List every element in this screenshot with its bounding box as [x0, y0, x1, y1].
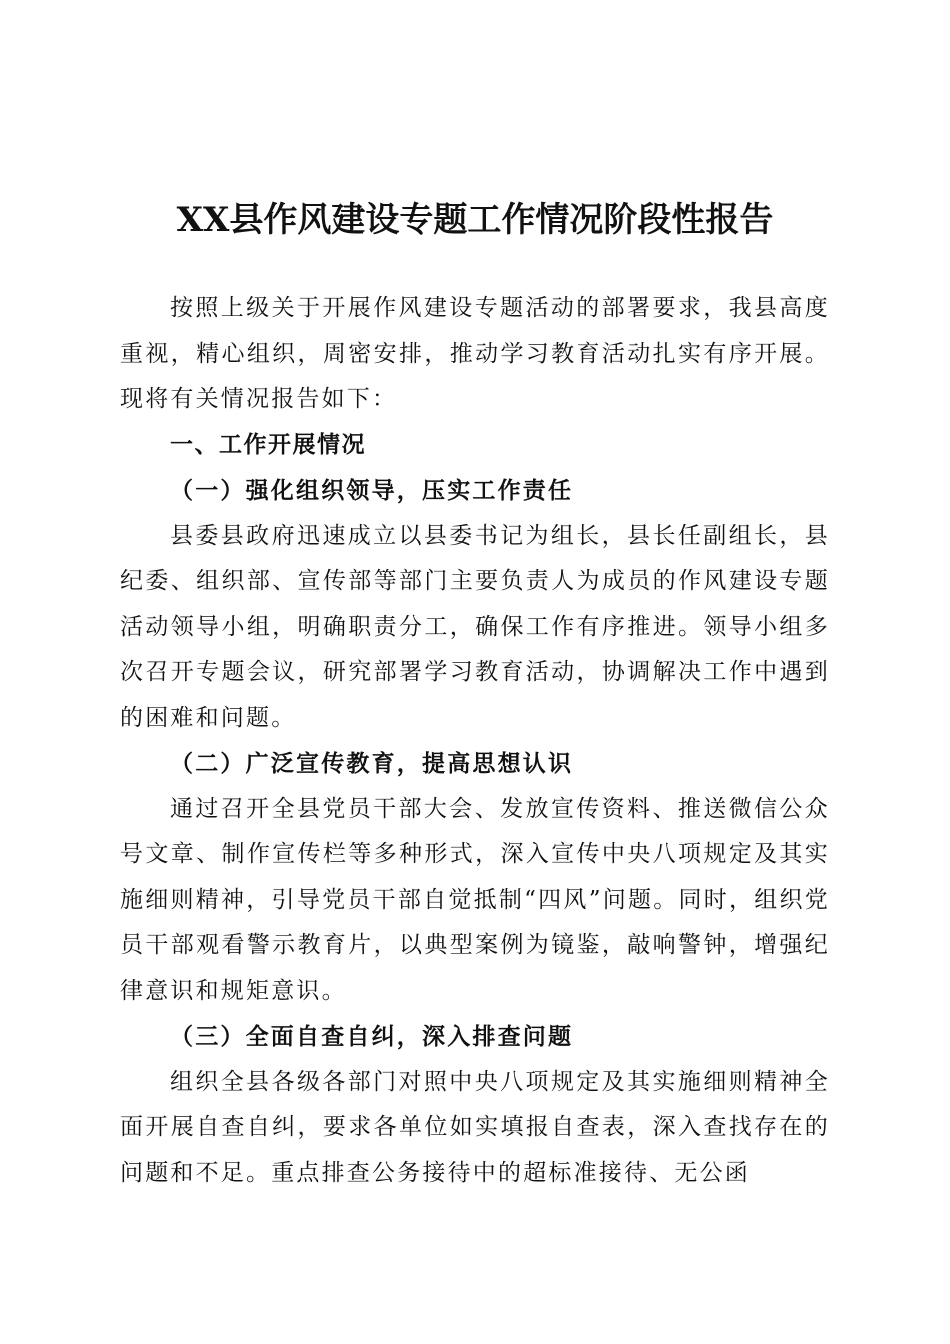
subsection-paragraph-self-inspection: 组织全县各级各部门对照中央八项规定及其实施细则精神全面开展自查自纠，要求各单位如实填报自查表，深入查找存在的问题和不足。重点排查公务接待中的超标准接待、无公函	[120, 1068, 830, 1186]
document-title: XX县作风建设专题工作情况阶段性报告	[176, 200, 774, 240]
subsection-heading-organization: （一）强化组织领导，压实工作责任	[170, 477, 574, 504]
intro-paragraph: 按照上级关于开展作风建设专题活动的部署要求，我县高度重视，精心组织，周密安排，推动学习教育活动扎实有序开展。现将有关情况报告如下：	[120, 295, 830, 412]
subsection-heading-publicity: （二）广泛宣传教育，提高思想认识	[170, 750, 574, 777]
subsection-heading-self-inspection: （三）全面自查自纠，深入排查问题	[170, 1023, 574, 1050]
document-body	[120, 286, 830, 1196]
subsection-paragraph-publicity: 通过召开全县党员干部大会、发放宣传资料、推送微信公众号文章、制作宣传栏等多种形式，深入宣传中央八项规定及其实施细则精神，引导党员干部自觉抵制“四风”问题。同时，组织党员干部观看警示教育片，以典型案例为镜鉴，敲响警钟，增强纪律意识和规矩意识。	[120, 795, 830, 1004]
subsection-paragraph-organization: 县委县政府迅速成立以县委书记为组长，县长任副组长，县纪委、组织部、宣传部等部门主要负责人为成员的作风建设专题活动领导小组，明确职责分工，确保工作有序推进。领导小组多次召开专题会议，研究部署学习教育活动，协调解决工作中遇到的困难和问题。	[120, 522, 830, 731]
section-heading-work-progress: 一、工作开展情况	[170, 431, 366, 458]
